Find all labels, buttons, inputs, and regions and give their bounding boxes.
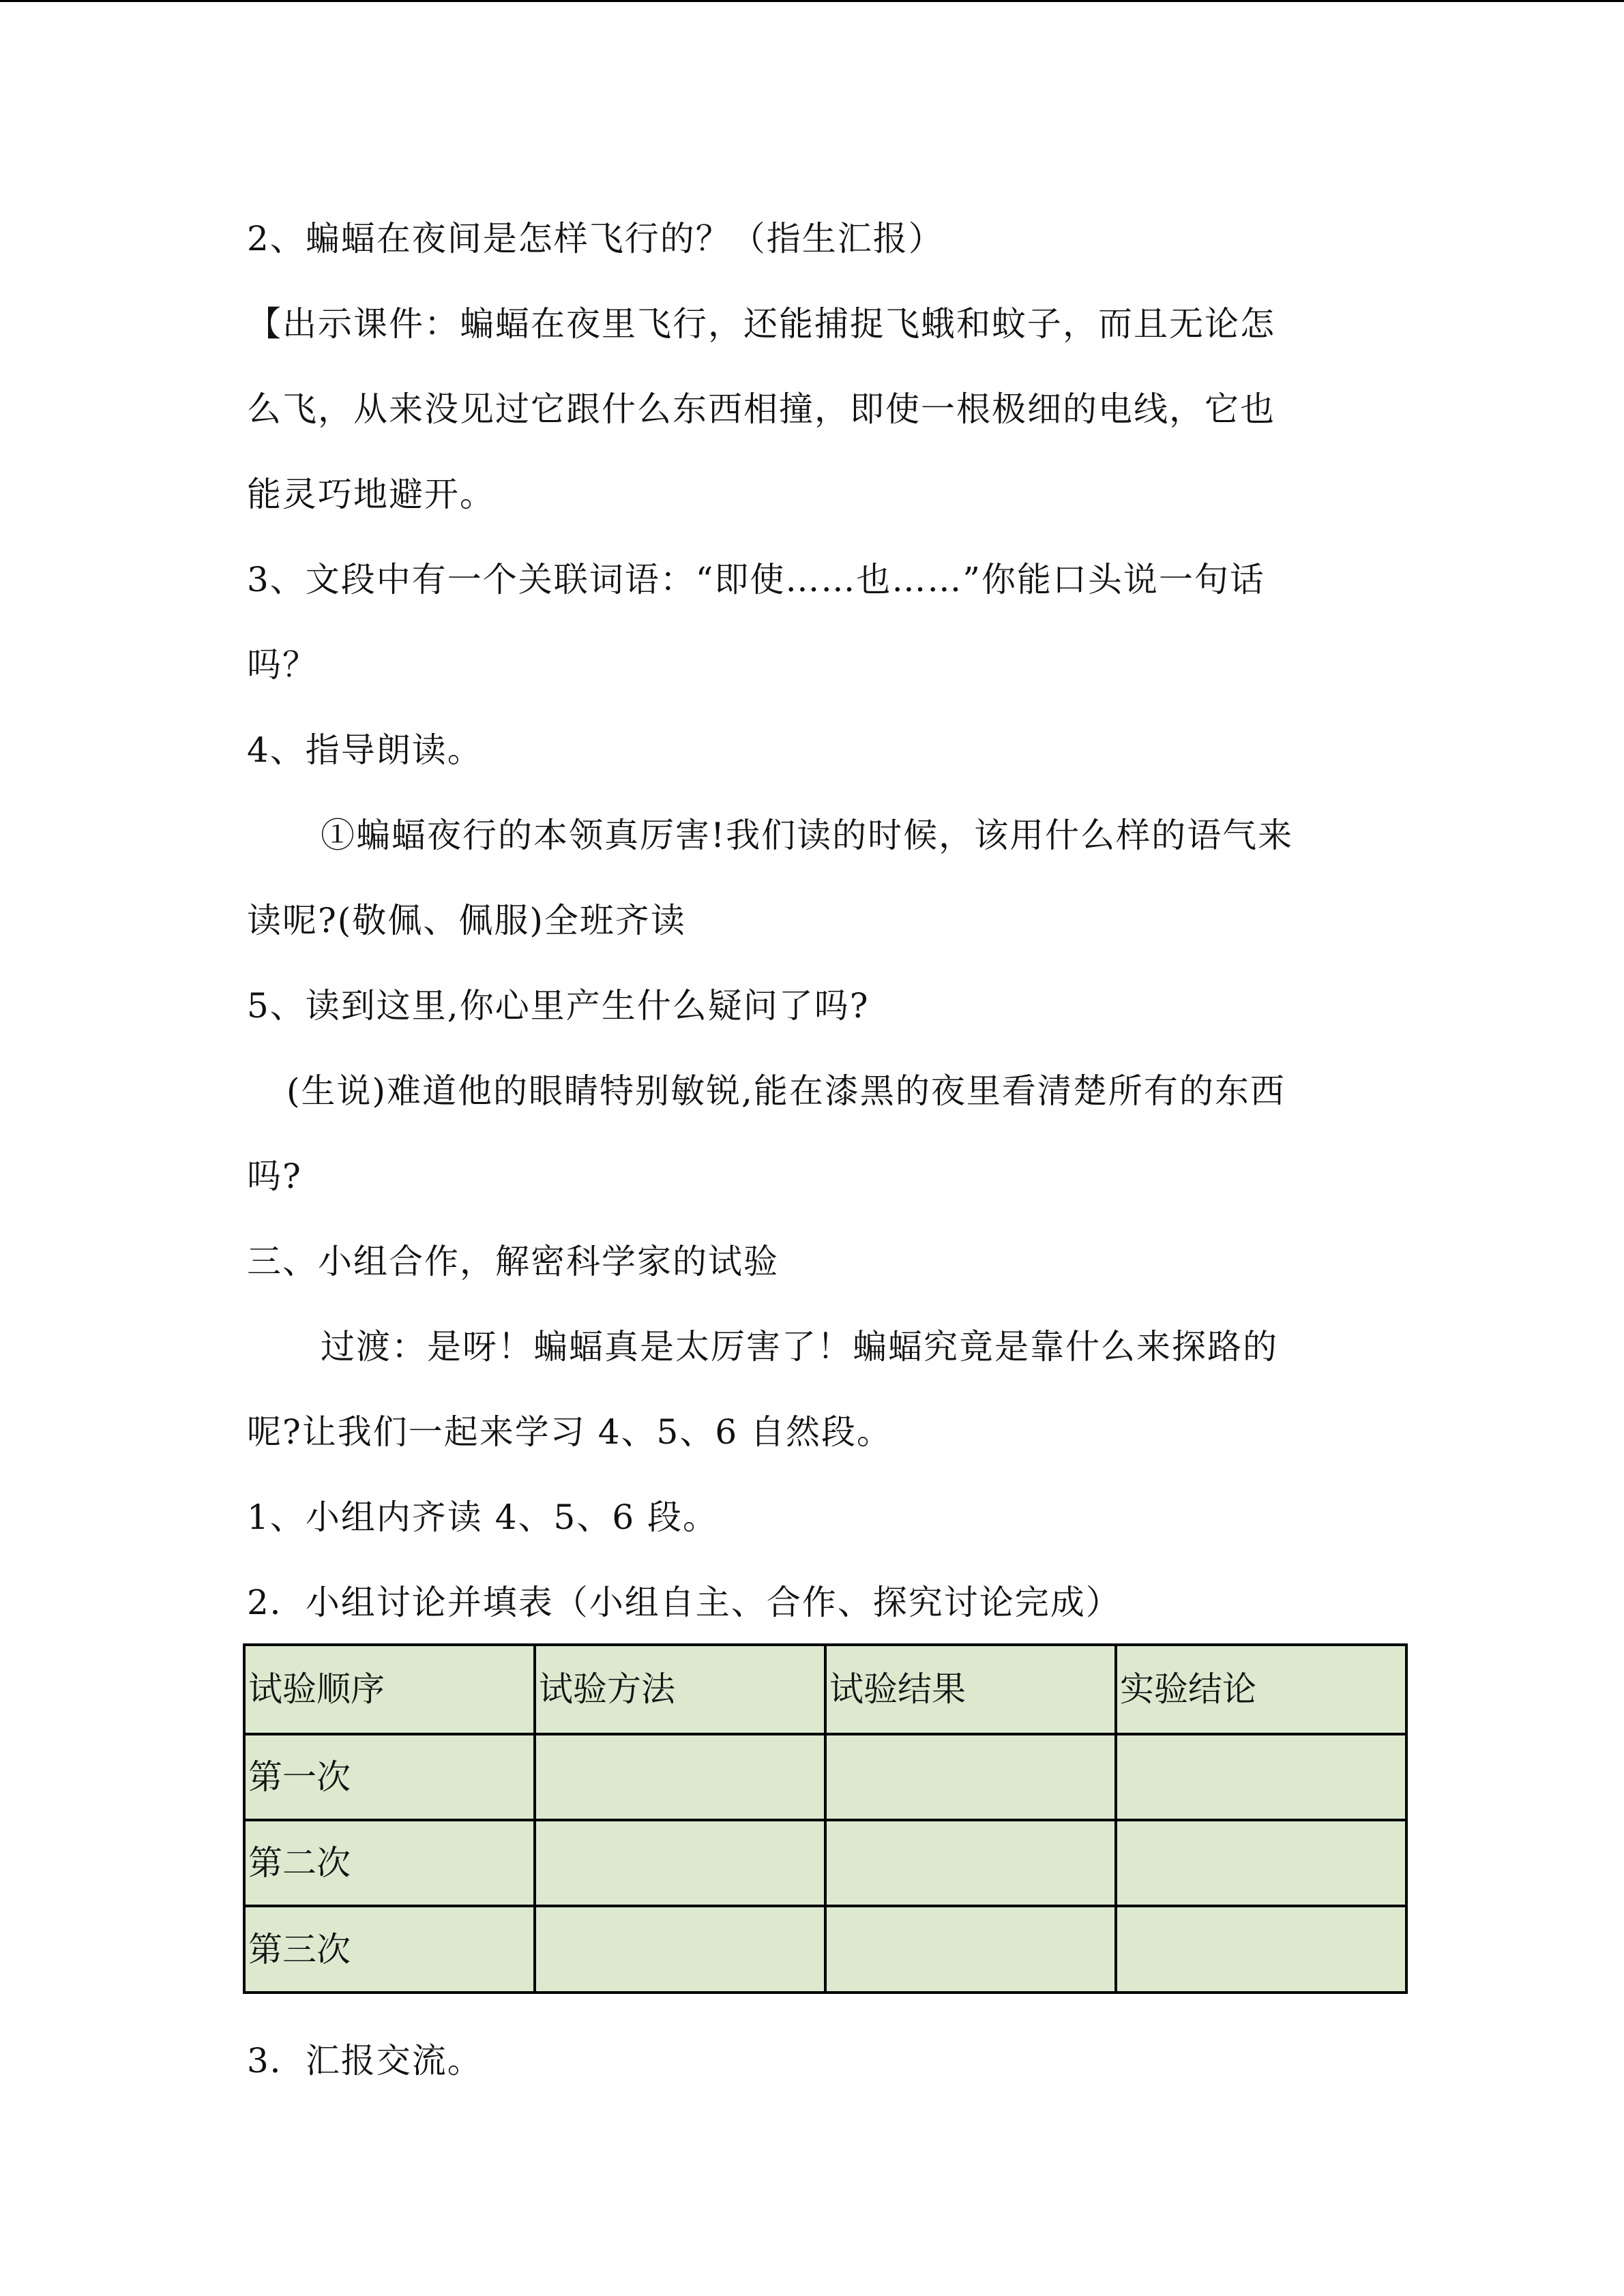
header-result: 试验结果 bbox=[825, 1645, 1116, 1734]
table-cell[interactable] bbox=[825, 1734, 1116, 1820]
group-step-2: 2．小组讨论并填表（小组自主、合作、探究讨论完成） bbox=[247, 1583, 1121, 1622]
table-cell[interactable] bbox=[535, 1820, 825, 1906]
group-step-3: 3．汇报交流。 bbox=[247, 2041, 483, 2081]
question-3-line-2: 吗？ bbox=[247, 645, 318, 685]
table-row bbox=[244, 1734, 1406, 1820]
table-header-row bbox=[244, 1645, 1406, 1734]
header-method: 试验方法 bbox=[535, 1645, 825, 1734]
table-cell[interactable] bbox=[825, 1906, 1116, 1993]
header-conclusion: 实验结论 bbox=[1116, 1645, 1406, 1734]
table-cell[interactable] bbox=[535, 1906, 825, 1993]
top-border-line bbox=[0, 0, 1624, 2]
table-row bbox=[244, 1820, 1406, 1906]
student-answer-line-2: 吗? bbox=[247, 1157, 302, 1196]
courseware-text-line-2: 么飞，从来没见过它跟什么东西相撞，即使一根极细的电线，它也 bbox=[247, 389, 1275, 429]
table-cell[interactable] bbox=[535, 1734, 825, 1820]
table-cell[interactable] bbox=[825, 1820, 1116, 1906]
row-label: 第三次 bbox=[244, 1906, 535, 1993]
table-cell[interactable] bbox=[1116, 1734, 1406, 1820]
group-step-1: 1、小组内齐读 4、5、6 段。 bbox=[247, 1497, 719, 1537]
question-2: 2、蝙蝠在夜间是怎样飞行的？（指生汇报） bbox=[247, 219, 944, 258]
question-5: 5、读到这里,你心里产生什么疑问了吗? bbox=[247, 986, 870, 1026]
question-3-line-1: 3、文段中有一个关联词语：“即使……也……”你能口头说一句话 bbox=[247, 560, 1265, 599]
table-cell[interactable] bbox=[1116, 1906, 1406, 1993]
transition-line-2: 呢?让我们一起来学习 4、5、6 自然段。 bbox=[247, 1412, 893, 1452]
table-row bbox=[244, 1906, 1406, 1993]
experiment-table bbox=[243, 1643, 1408, 1994]
row-label: 第一次 bbox=[244, 1734, 535, 1820]
transition-line-1: 过渡：是呀！蝙蝠真是太厉害了！蝙蝠究竟是靠什么来探路的 bbox=[321, 1327, 1278, 1367]
step-4-heading: 4、指导朗读。 bbox=[247, 730, 483, 770]
reading-guide-line-2: 读呢?(敬佩、佩服)全班齐读 bbox=[247, 901, 686, 940]
row-label: 第二次 bbox=[244, 1820, 535, 1906]
reading-guide-line-1: ①蝙蝠夜行的本领真厉害!我们读的时候，该用什么样的语气来 bbox=[321, 816, 1294, 855]
section-3-heading: 三、小组合作，解密科学家的试验 bbox=[247, 1242, 779, 1281]
student-answer-line-1: (生说)难道他的眼睛特别敏锐,能在漆黑的夜里看清楚所有的东西 bbox=[286, 1071, 1286, 1111]
table-cell[interactable] bbox=[1116, 1820, 1406, 1906]
courseware-text-line-3: 能灵巧地避开。 bbox=[247, 475, 495, 514]
courseware-text-line-1: 【出示课件：蝙蝠在夜里飞行，还能捕捉飞蛾和蚊子，而且无论怎 bbox=[247, 304, 1275, 344]
header-order: 试验顺序 bbox=[244, 1645, 535, 1734]
